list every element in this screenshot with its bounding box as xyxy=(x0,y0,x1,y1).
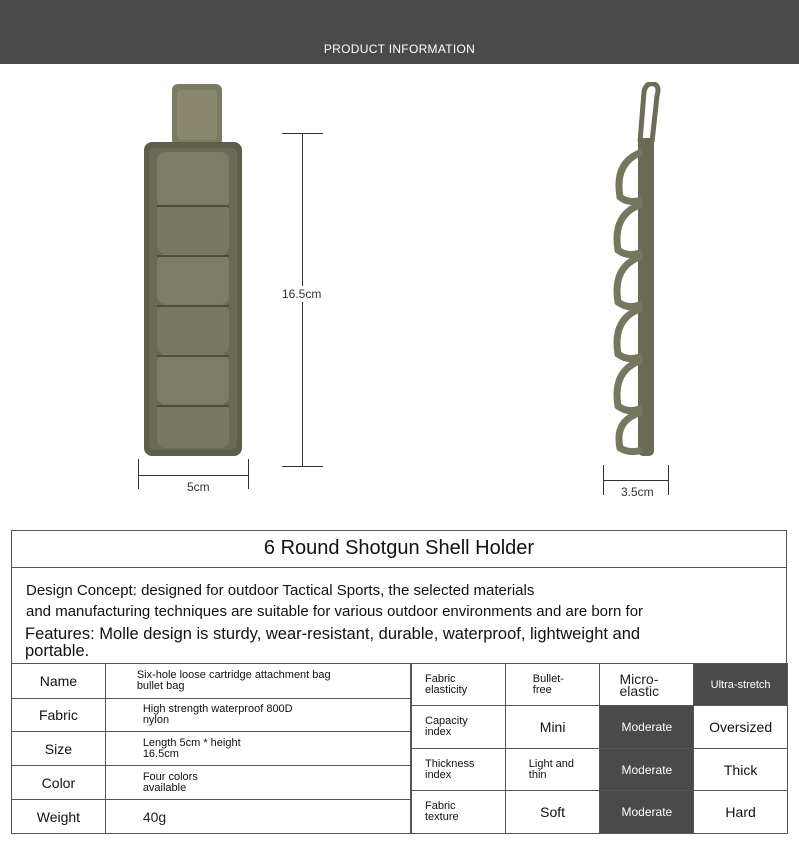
scale-row-capacity xyxy=(412,706,788,749)
spec-label-fabric: Fabric xyxy=(12,699,106,732)
spec-row-fabric xyxy=(12,699,411,732)
spec-value-color: Four colors available xyxy=(105,766,410,800)
scale-option-ultra-stretch-selected: Ultra-stretch xyxy=(694,664,788,706)
product-title-box xyxy=(11,530,787,568)
scale-label-elasticity: Fabric elasticity xyxy=(412,664,506,706)
scale-option-moderate-selected: Moderate xyxy=(600,791,694,834)
pouch-side-image xyxy=(600,82,670,462)
spec-row-size xyxy=(12,732,411,766)
header-banner xyxy=(0,0,799,64)
spec-label-name: Name xyxy=(12,664,106,699)
scale-option-moderate-selected: Moderate xyxy=(600,749,694,791)
height-dimension-label: 16.5cm xyxy=(282,287,322,301)
scale-table xyxy=(411,663,788,834)
width-dim-right-tick xyxy=(248,459,249,489)
spec-value-weight: 40g xyxy=(105,800,410,834)
features-line-1: Features: Molle design is sturdy, wear-resistant, durable, waterproof, lightweight and xyxy=(25,625,641,643)
spec-label-weight: Weight xyxy=(12,800,106,834)
description-box xyxy=(11,568,787,663)
scale-label-thickness: Thickness index xyxy=(412,749,506,791)
scale-option-thick: Thick xyxy=(694,749,788,791)
pouch-front-image xyxy=(135,80,255,465)
scale-row-elasticity xyxy=(412,664,788,706)
spec-value-name: Six-hole loose cartridge attachment bag bullet bag xyxy=(105,664,410,699)
scale-option-bullet-free: Bullet- free xyxy=(505,664,600,706)
width-dimension-label: 5cm xyxy=(187,480,210,494)
features-line-2: portable. xyxy=(25,642,90,660)
scale-option-mini: Mini xyxy=(505,706,600,749)
spec-row-color xyxy=(12,766,411,800)
scale-row-thickness xyxy=(412,749,788,791)
scale-option-soft: Soft xyxy=(505,791,600,834)
spec-value-fabric: High strength waterproof 800D nylon xyxy=(105,699,410,732)
scale-option-micro-elastic: Micro- elastic xyxy=(600,664,694,706)
scale-option-hard: Hard xyxy=(694,791,788,834)
spec-value-size: Length 5cm * height 16.5cm xyxy=(105,732,410,766)
scale-label-texture: Fabric texture xyxy=(412,791,506,834)
scale-label-capacity: Capacity index xyxy=(412,706,506,749)
spec-label-color: Color xyxy=(12,766,106,800)
width-dim-left-tick xyxy=(138,459,139,489)
scale-option-moderate-selected: Moderate xyxy=(600,706,694,749)
spec-table xyxy=(11,663,411,834)
depth-dim-line xyxy=(603,480,669,481)
product-title: 6 Round Shotgun Shell Holder xyxy=(263,537,535,559)
spec-label-size: Size xyxy=(12,732,106,766)
depth-dimension-label: 3.5cm xyxy=(621,485,654,499)
scale-option-light-and-thin: Light and thin xyxy=(505,749,600,791)
spec-row-weight xyxy=(12,800,411,834)
design-concept-line-2: and manufacturing techniques are suitable for various outdoor environments and are born for xyxy=(26,603,644,620)
scale-row-texture xyxy=(412,791,788,834)
header-title: PRODUCT INFORMATION xyxy=(323,42,476,56)
scale-option-oversized: Oversized xyxy=(694,706,788,749)
depth-dim-right-tick xyxy=(668,465,669,495)
design-concept-line-1: Design Concept: designed for outdoor Tactical Sports, the selected materials xyxy=(26,582,535,599)
height-dim-bottom-tick xyxy=(282,466,323,467)
spec-row-name xyxy=(12,664,411,699)
width-dim-line xyxy=(138,475,249,476)
